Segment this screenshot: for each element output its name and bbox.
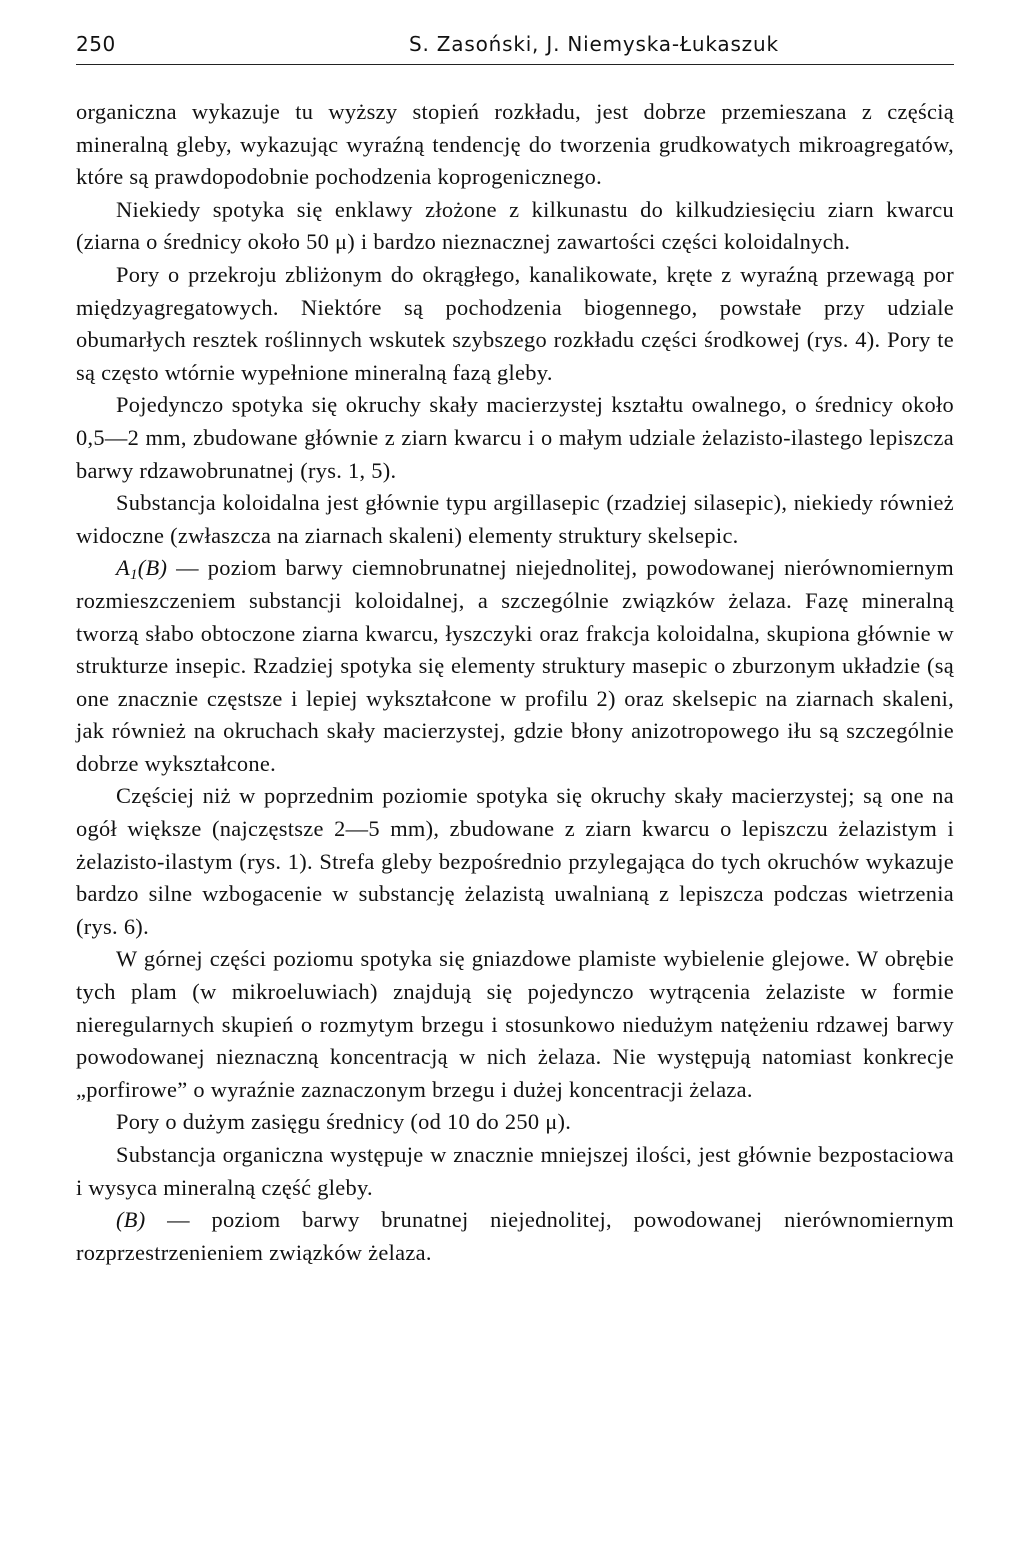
- horizon-a1b-paragraph: [76, 552, 954, 780]
- horizon-b-paragraph: [76, 1204, 954, 1269]
- page-header: [76, 30, 954, 65]
- paragraph: Pojedynczo spotyka się okruchy skały macierzystej kształtu owalnego, o średnicy około 0,5—2 mm, zbudowane głównie z ziarn kwarcu i o małym udziale żelazisto-ilastego lepiszcza barwy rdzawobrunatnej (rys. 1, 5).: [76, 392, 954, 483]
- horizon-symbol: $A_1(B)$: [116, 555, 168, 584]
- paragraph: Pory o dużym zasięgu średnicy (od 10 do 250 μ).: [116, 1109, 572, 1135]
- paragraph-text: — poziom barwy ciemnobrunatnej niejednolitej, powodowanej nierównomiernym rozmieszczeniem substancji koloidalnej, a szczególnie związków żelaza. Fazę mineralną tworzą słabo obtoczone ziarna kwarcu, łyszczyki oraz frakcja koloidalna, skupiona głównie w strukturze insepic. Rzadziej spotyka się elementy struktury masepic o zburzonym układzie (są one znacznie częstsze i lepiej wykształcone w profilu 2) oraz skelsepic na ziarnach skaleni, jak również na okruchach skały macierzystej, gdzie błony anizotropowego iłu są szczególnie dobrze wykształcone.: [76, 555, 954, 776]
- running-head-authors: S. Zasoński, J. Niemyska-Łukaszuk: [409, 32, 779, 56]
- paragraph: W górnej części poziomu spotyka się gniazdowe plamiste wybielenie glejowe. W obrębie tych plam (w mikroeluwiach) znajdują się pojedynczo wytrącenia żelaziste w formie nieregularnych skupień o rozmytym brzegu i stosunkowo niedużym natężeniu rdzawej barwy powodowanej nieznaczną koncentracją w nich żelaza. Nie występują natomiast konkrecje „porfirowe” o wyraźnie zaznaczonym brzegu i dużej koncentracji żelaza.: [76, 946, 954, 1102]
- paragraph: Substancja organiczna występuje w znacznie mniejszej ilości, jest głównie bezpostaciowa i wysyca mineralną część gleby.: [76, 1142, 954, 1200]
- paragraph: Pory o przekroju zbliżonym do okrągłego, kanalikowate, kręte z wyraźną przewagą por międzyagregatowych. Niektóre są pochodzenia biogennego, powstałe przy udziale obumarłych resztek roślinnych wskutek szybszego rozkładu części środkowej (rys. 4). Pory te są często wtórnie wypełnione mineralną fazą gleby.: [76, 261, 954, 385]
- paragraph: Niekiedy spotyka się enklawy złożone z kilkunastu do kilkudziesięciu ziarn kwarcu (ziarna o średnicy około 50 μ) i bardzo nieznacznej zawartości części koloidalnych.: [76, 196, 954, 255]
- page-number: 250: [76, 32, 116, 56]
- body-text: [76, 96, 954, 1269]
- paragraph: organiczna wykazuje tu wyższy stopień rozkładu, jest dobrze przemieszana z częścią mineralną gleby, wykazując wyraźną tendencję do tworzenia grudkowatych mikroagregatów, które są prawdopodobnie pochodzenia koprogenicznego.: [76, 99, 954, 190]
- horizon-symbol: (B): [116, 1207, 146, 1233]
- paragraph-text: — poziom barwy brunatnej niejednolitej, powodowanej nierównomiernym rozprzestrzenieniem związków żelaza.: [76, 1207, 954, 1265]
- paragraph: Substancja koloidalna jest głównie typu argillasepic (rzadziej silasepic), niekiedy również widoczne (zwłaszcza na ziarnach skaleni) elementy struktury skelsepic.: [76, 490, 954, 548]
- paragraph: Częściej niż w poprzednim poziomie spotyka się okruchy skały macierzystej; są one na ogół większe (najczęstsze 2—5 mm), zbudowane z ziarn kwarcu o lepiszczu żelazistym i żelazisto-ilastym (rys. 1). Strefa gleby bezpośrednio przylegająca do tych okruchów wykazuje bardzo silne wzbogacenie w substancję żelazistą uwalnianą z lepiszcza podczas wietrzenia (rys. 6).: [76, 783, 954, 939]
